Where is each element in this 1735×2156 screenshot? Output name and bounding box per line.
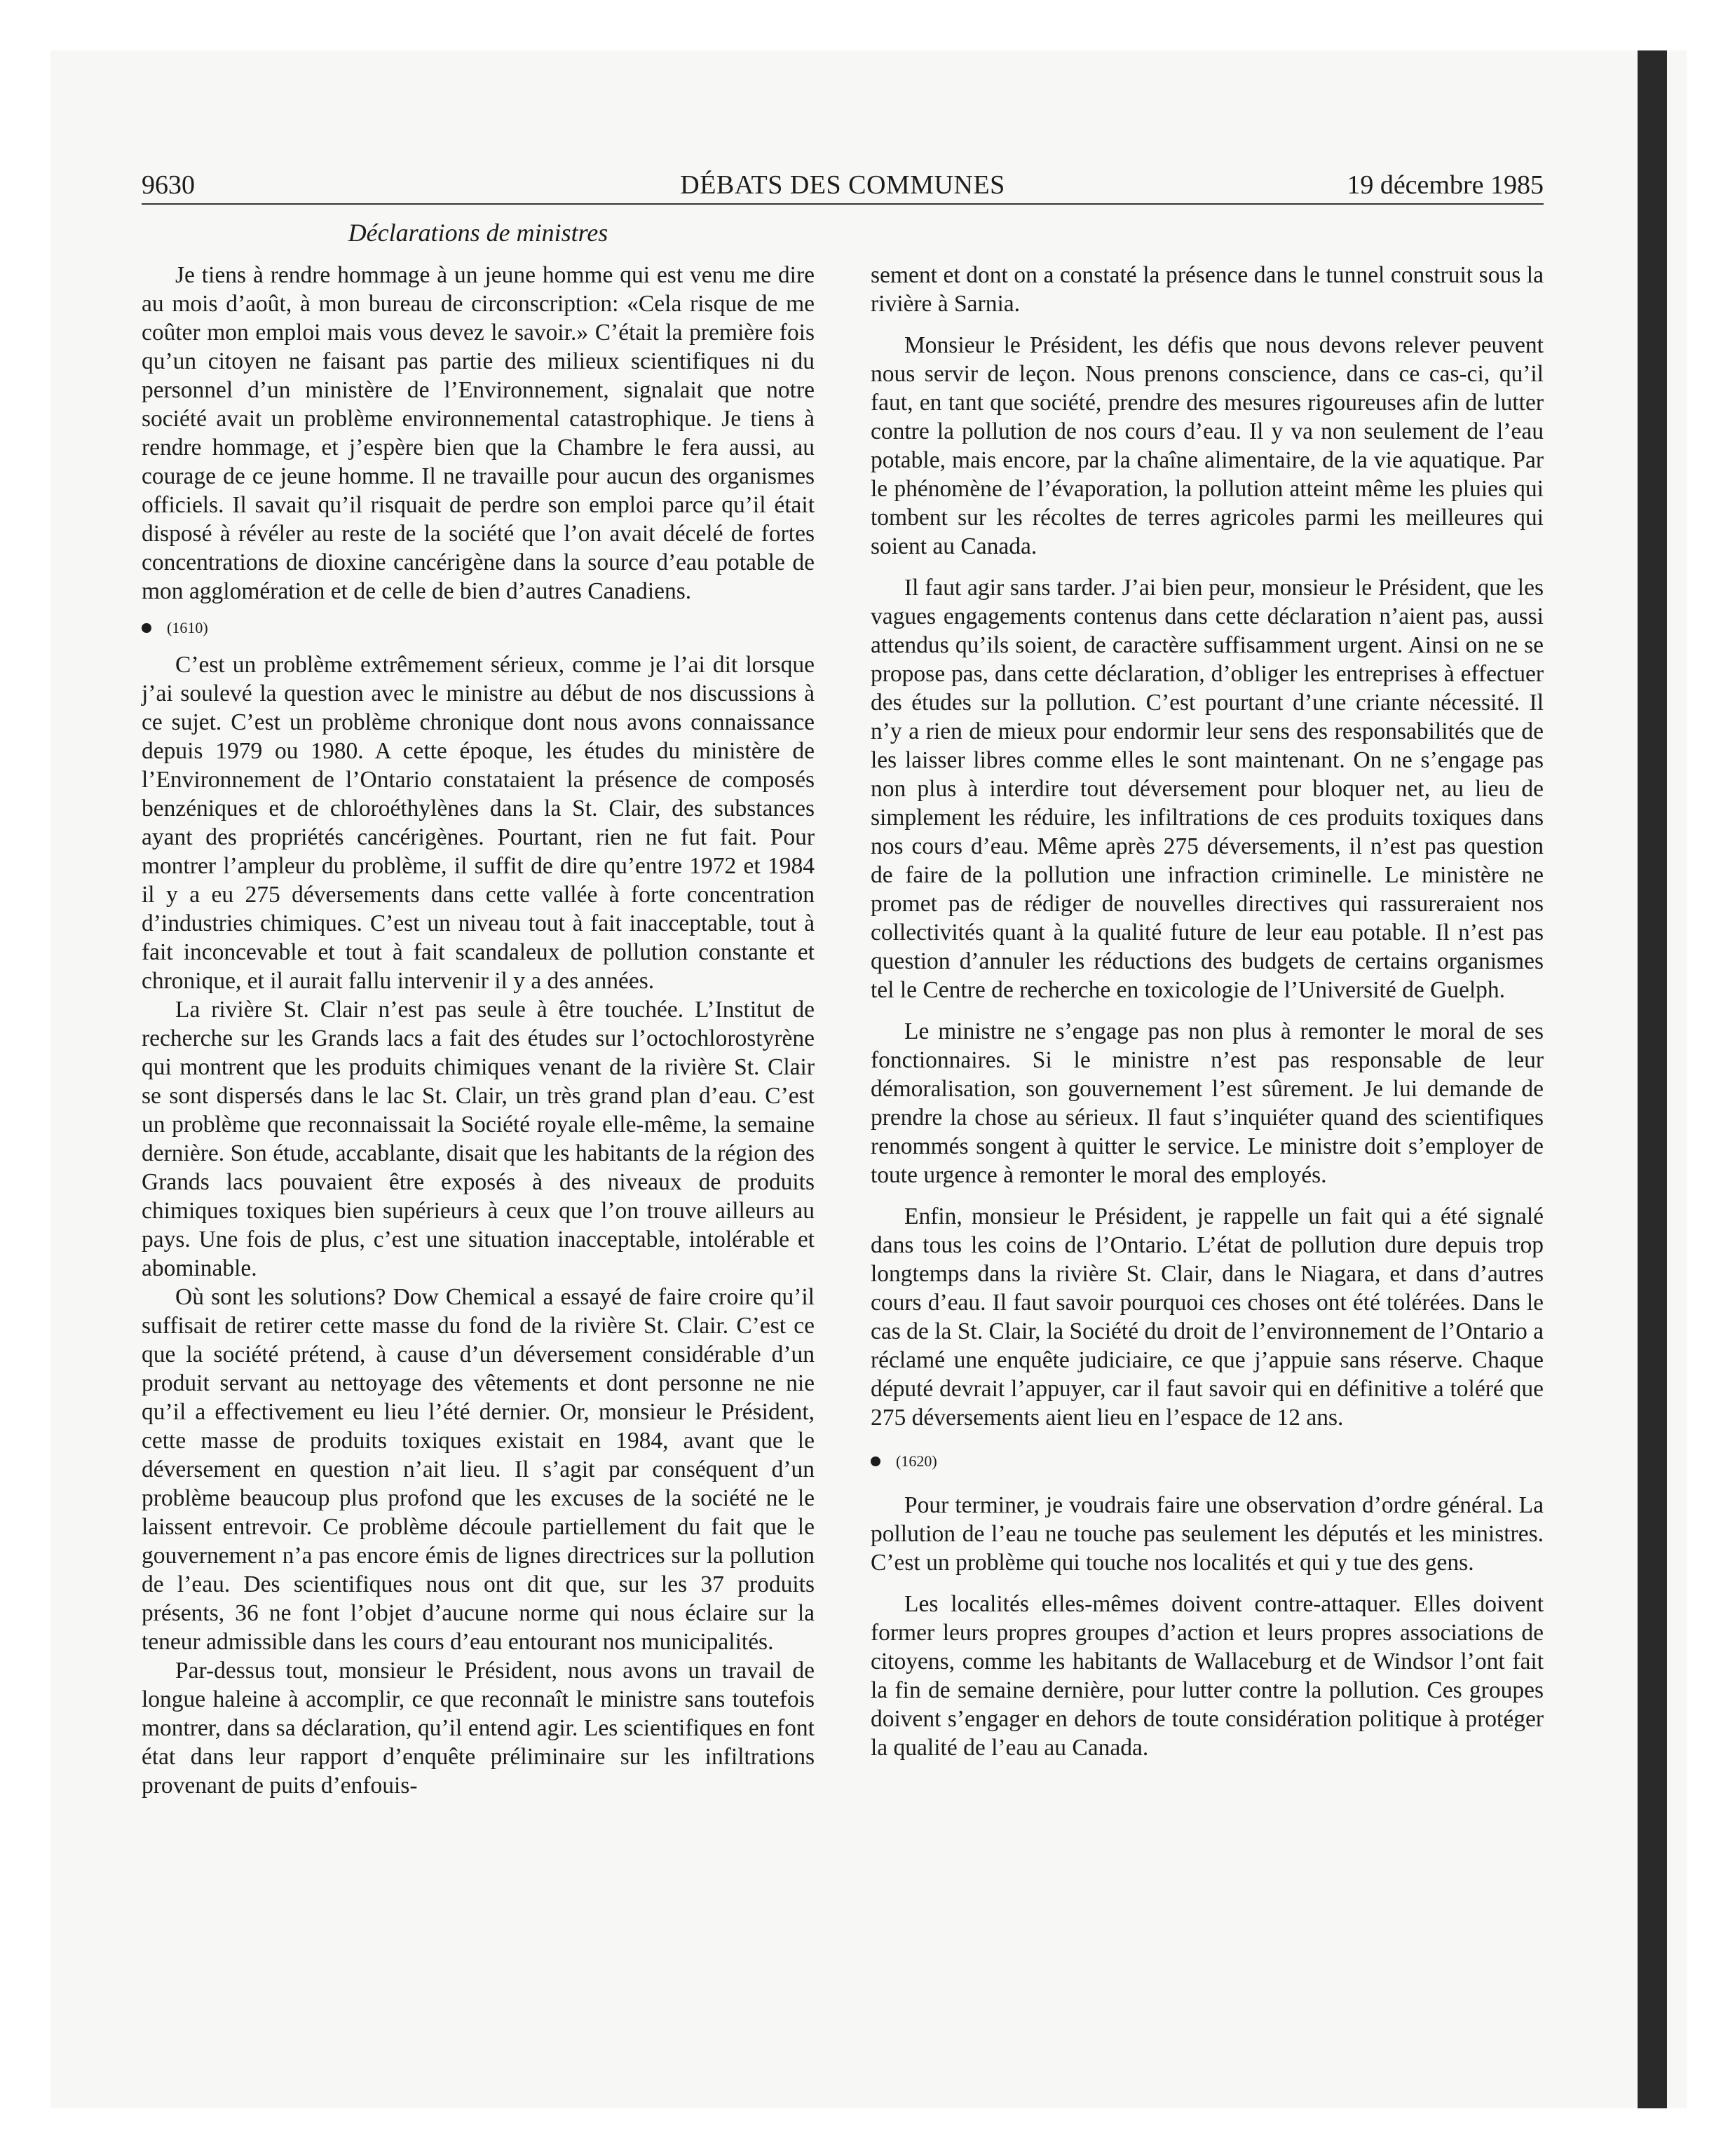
scan-edge-bar: [1638, 50, 1667, 2108]
paragraph: Je tiens à rendre hommage à un jeune homme qui est venu me dire au mois d’août, à mon bureau de circonscription: «Cela risque de me coûter mon emploi mais vous devez le savoir.» C’était la première fois qu’un citoyen ne faisant pas partie des milieux scientifiques ni du personnel d’un ministère de l’Environnement, signalait que notre société avait un problème environnemental catastrophique. Je tiens à rendre hommage, et j’espère bien que la Chambre le fera aussi, au courage de ce jeune homme. Il ne travaille pour aucun des organismes officiels. Il savait qu’il risquait de perdre son emploi parce qu’il était disposé à révéler au reste de la société que l’on avait décelé de fortes concentrations de dioxine cancérigène dans la source d’eau potable de mon agglomération et de celle de bien d’autres Canadiens.: [142, 262, 815, 604]
bullet-icon: [871, 1456, 880, 1466]
paragraph: Enfin, monsieur le Président, je rappelle un fait qui a été signalé dans tous les coins de l’Ontario. L’état de pollution dure depuis trop longtemps dans la rivière St. Clair, dans le Niagara, et dans d’autres cours d’eau. Il faut savoir pourquoi ces choses ont été tolérées. Dans le cas de la St. Clair, la Société du droit de l’environnement de l’Ontario a réclamé une enquête judiciaire, ce que j’appuie sans réserve. Chaque député devrait l’appuyer, car il faut savoir qui en définitive a toléré que 275 déversements aient lieu en l’espace de 12 ans.: [871, 1203, 1544, 1431]
left-column: [142, 261, 815, 1800]
page-header: [142, 167, 1544, 205]
journal-title: DÉBATS DES COMMUNES: [680, 170, 1005, 200]
timestamp-text: (1610): [167, 619, 208, 636]
paragraph: Monsieur le Président, les défis que nous devons relever peuvent nous servir de leçon. Nous prenons conscience, dans ce cas-ci, qu’il faut, en tant que société, prendre des mesures rigoureuses afin de lutter contre la pollution de nos cours d’eau. Il y va non seulement de l’eau potable, mais encore, par la chaîne alimentaire, de la vie aquatique. Par le phénomène de l’évaporation, la pollution atteint même les pluies qui tombent sur les récoltes de terres agricoles parmi les meilleures qui soient au Canada.: [871, 332, 1544, 559]
paragraph: Les localités elles-mêmes doivent contre-attaquer. Elles doivent former leurs propres groupes d’action et leurs propres associations de citoyens, comme les habitants de Wallaceburg et de Windsor l’ont fait la fin de semaine dernière, pour lutter contre la pollution. Ces groupes doivent s’engager en dehors de toute considération politique à protéger la qualité de l’eau au Canada.: [871, 1591, 1544, 1761]
paragraph: Par-dessus tout, monsieur le Président, nous avons un travail de longue haleine à accomplir, ce que reconnaît le ministre sans toutefois montrer, dans sa déclaration, qu’il entend agir. Les scientifiques en font état dans leur rapport d’enquête préliminaire sur les infiltrations provenant de puits d’enfouis-: [142, 1658, 815, 1799]
page-number: 9630: [142, 170, 195, 200]
timestamp-marker: [871, 1447, 1544, 1475]
paragraph: Le ministre ne s’engage pas non plus à remonter le moral de ses fonctionnaires. Si le ministre n’est pas responsable de leur démoralisation, son gouvernement l’est sûrement. Je lui demande de prendre la chose au sérieux. Il faut s’inquiéter quand des scientifiques renommés songent à quitter le service. Le ministre doit s’employer de toute urgence à remonter le moral des employés.: [871, 1018, 1544, 1188]
bullet-icon: [142, 623, 151, 633]
paragraph: Où sont les solutions? Dow Chemical a essayé de faire croire qu’il suffisait de retirer cette masse du fond de la rivière St. Clair. C’est ce que la société prétend, à cause d’un déversement considérable d’un produit servant au nettoyage des vêtements et dont personne ne nie qu’il a effectivement eu lieu l’été dernier. Or, monsieur le Président, cette masse de produits toxiques existait en 1984, avant que le déversement en question n’ait lieu. Il s’agit par conséquent d’un problème beaucoup plus profond que les excuses de la société ne le laissent entrevoir. Ce problème découle partiellement du fait que le gouvernement n’a pas encore émis de lignes directrices sur la pollution de l’eau. Des scientifiques nous ont dit que, sur les 37 produits présents, 36 ne font l’objet d’aucune norme qui nous éclaire sur la teneur admissible dans les cours d’eau entourant nos municipalités.: [142, 1284, 815, 1655]
timestamp-marker: [142, 614, 815, 642]
timestamp-text: (1620): [896, 1452, 937, 1470]
right-column: [871, 261, 1544, 1762]
paragraph: Pour terminer, je voudrais faire une observation d’ordre général. La pollution de l’eau ne touche pas seulement les députés et les ministres. C’est un problème qui touche nos localités et qui y tue des gens.: [871, 1492, 1544, 1576]
page-date: 19 décembre 1985: [1347, 170, 1544, 200]
section-title: Déclarations de ministres: [348, 219, 608, 247]
paragraph-continued: sement et dont on a constaté la présence dans le tunnel construit sous la rivière à Sarnia.: [871, 262, 1544, 317]
paragraph: C’est un problème extrêmement sérieux, comme je l’ai dit lorsque j’ai soulevé la question avec le ministre au début de nos discussions à ce sujet. C’est un problème chronique dont nous avons connaissance depuis 1979 ou 1980. A cette époque, les études du ministère de l’Environnement de l’Ontario constataient la présence de composés benzéniques et de chloroéthylènes dans la St. Clair, des substances ayant des propriétés cancérigènes. Pourtant, rien ne fut fait. Pour montrer l’ampleur du problème, il suffit de dire qu’entre 1972 et 1984 il y a eu 275 déversements dans cette vallée à forte concentration d’industries chimiques. C’est un niveau tout à fait inacceptable, tout à fait inconcevable et tout à fait scandaleux de pollution constante et chronique, et il aurait fallu intervenir il y a des années.: [142, 652, 815, 994]
paragraph: La rivière St. Clair n’est pas seule à être touchée. L’Institut de recherche sur les Grands lacs a fait des études sur l’octochlorostyrène qui montrent que les produits chimiques venant de la rivière St. Clair se sont dispersés dans le lac St. Clair, un très grand plan d’eau. C’est un problème que reconnaissait la Société royale elle-même, la semaine dernière. Son étude, accablante, disait que les habitants de la région des Grands lacs pouvaient être exposés à des niveaux de produits chimiques toxiques bien supérieurs à ceux que l’on trouve ailleurs au pays. Une fois de plus, c’est une situation inacceptable, intolérable et abominable.: [142, 997, 815, 1281]
paragraph: Il faut agir sans tarder. J’ai bien peur, monsieur le Président, que les vagues engagements contenus dans cette déclaration n’aient pas, aussi attendus qu’ils soient, de caractère suffisamment urgent. Ainsi on ne se propose pas, dans cette déclaration, d’obliger les entreprises à effectuer des études sur la pollution. C’est pourtant d’une criante nécessité. Il n’y a rien de mieux pour endormir leur sens des responsabilités que de les laisser libres comme elles le sont maintenant. On ne s’engage pas non plus à interdire tout déversement pour bloquer net, au lieu de simplement les réduire, les infiltrations de ces produits toxiques dans nos cours d’eau. Même après 275 déversements, il n’est pas question de faire de la pollution une infraction criminelle. Le ministère ne promet pas de rédiger de nouvelles directives qui rassureraient nos collectivités quant à la qualité future de leur eau potable. Il n’est pas question d’annuler les réductions des budgets de certains organismes tel le Centre de recherche en toxicologie de l’Université de Guelph.: [871, 575, 1544, 1003]
